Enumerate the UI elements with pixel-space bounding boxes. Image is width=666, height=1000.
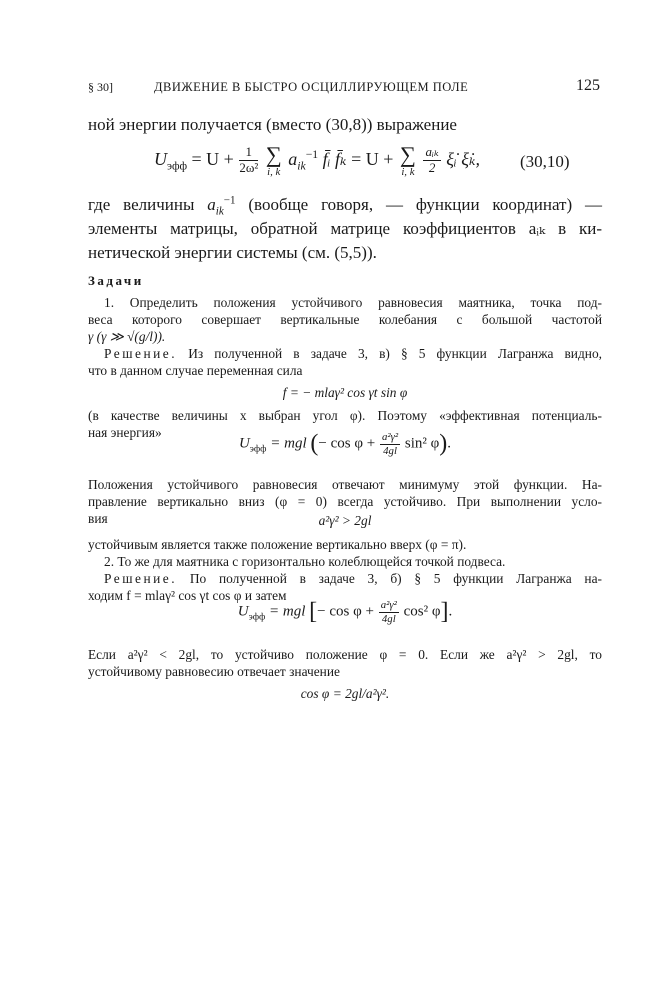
eq-a-subscript: ik bbox=[297, 159, 306, 173]
task1-line1: 1. Определить положения устойчивого равновесия маятника, точка под- bbox=[104, 295, 602, 310]
task1-line6: Положения устойчивого равновесия отвечают минимуму этой функции. На- bbox=[88, 477, 602, 492]
equation-30-10 bbox=[0, 140, 666, 184]
task1-line5: ная энергия» bbox=[88, 425, 162, 440]
eq-fraction-2: $\frac{\text{aᵢₖ}}{2}$ bbox=[425, 144, 439, 176]
running-header bbox=[88, 78, 600, 98]
eq-a-superscript: −1 bbox=[305, 147, 319, 161]
solution-label-2: Решение. bbox=[104, 571, 178, 586]
task1-line4: (в качестве величины x выбран угол φ). Поэтому «эффективная потенциаль- bbox=[88, 408, 602, 423]
formula-u-eff-1: $U_{эфф}$ = mgl (− cos φ + $\frac{\text{a²γ²}}{4gl}$ sin² φ). bbox=[238, 430, 452, 457]
task2-line1: 2. То же для маятника с горизонтально колеблющейся точкой подвеса. bbox=[104, 554, 506, 569]
task1-line2: веса которого совершает вертикальные колебания с большой частотой bbox=[88, 312, 602, 327]
task1-line7: правление вертикально вниз (φ = 0) всегда устойчиво. При выполнении усло- bbox=[88, 494, 602, 509]
eq-equals-2: = U + bbox=[351, 148, 394, 169]
eq-sum-1: ∑ i, k bbox=[265, 142, 282, 178]
section-marker: § 30] bbox=[88, 80, 113, 94]
equation-number: (30,10) bbox=[520, 152, 570, 171]
eq-a-symbol: a bbox=[288, 148, 298, 169]
eq-sum-2: ∑ i, k bbox=[399, 142, 416, 178]
formula-final: cos φ = 2gl/a²γ². bbox=[300, 686, 390, 701]
a-inverse-symbol: a bbox=[207, 195, 216, 214]
eq-fraction-1: $\frac{1}{\text{2ω²}}$ bbox=[239, 144, 259, 176]
task2-line3: устойчивому равновесию отвечает значение bbox=[88, 664, 340, 679]
eq-xi-product: ξ̇ᵢ ξ̇ₖ, bbox=[446, 148, 481, 169]
task2-line2: Если a²γ² < 2gl, то устойчиво положение φ = 0. Если же a²γ² > 2gl, то bbox=[88, 647, 602, 662]
paragraph-intro: ной энергии получается (вместо (30,8)) выражение bbox=[88, 115, 457, 134]
task1-line9: устойчивым является также положение вертикально вверх (φ = π). bbox=[88, 537, 467, 552]
task2-solution-line2: ходим f = mlaγ² cos γt cos φ и затем bbox=[88, 588, 287, 603]
formula-condition: a²γ² > 2gl bbox=[318, 513, 372, 528]
formula-u-eff-2: $U_{эфф}$ = mgl [− cos φ + $\frac{\text{a²γ²}}{4gl}$ cos² φ]. bbox=[237, 598, 453, 625]
eq-force-product: f̄ᵢ f̄ₖ bbox=[322, 148, 347, 169]
page-number: 125 bbox=[576, 77, 600, 94]
solution-label: Решение. bbox=[104, 346, 178, 361]
eq-u-subscript: эфф bbox=[167, 159, 188, 173]
formula-force: f = − mlaγ² cos γt sin φ bbox=[282, 385, 408, 400]
paragraph-where-line1: где величины $a_{ik}^{-1}$ (вообще говоря, — функции координат) — bbox=[88, 194, 603, 218]
eq-u-symbol: U bbox=[154, 148, 167, 169]
eq-equals-1: = U + bbox=[191, 148, 234, 169]
tasks-heading: Задачи bbox=[88, 273, 144, 288]
task1-line8: вия bbox=[88, 511, 108, 526]
paragraph-where-line3: нетической энергии системы (см. (5,5)). bbox=[88, 243, 377, 262]
task1-solution-line1: Решение. Из полученной в задаче 3, в) § 5 функции Лагранжа видно, bbox=[104, 346, 602, 361]
task1-solution-line2: что в данном случае переменная сила bbox=[88, 363, 303, 378]
paragraph-where-line2: элементы матрицы, обратной матрице коэффициентов aᵢₖ в ки- bbox=[88, 219, 602, 238]
task2-solution-line1: Решение. По полученной в задаче 3, б) § 5 функции Лагранжа на- bbox=[104, 571, 602, 586]
chapter-title: ДВИЖЕНИЕ В БЫСТРО ОСЦИЛЛИРУЮЩЕМ ПОЛЕ bbox=[154, 80, 469, 94]
task1-line3: γ (γ ≫ √(g/l)). bbox=[88, 329, 166, 344]
